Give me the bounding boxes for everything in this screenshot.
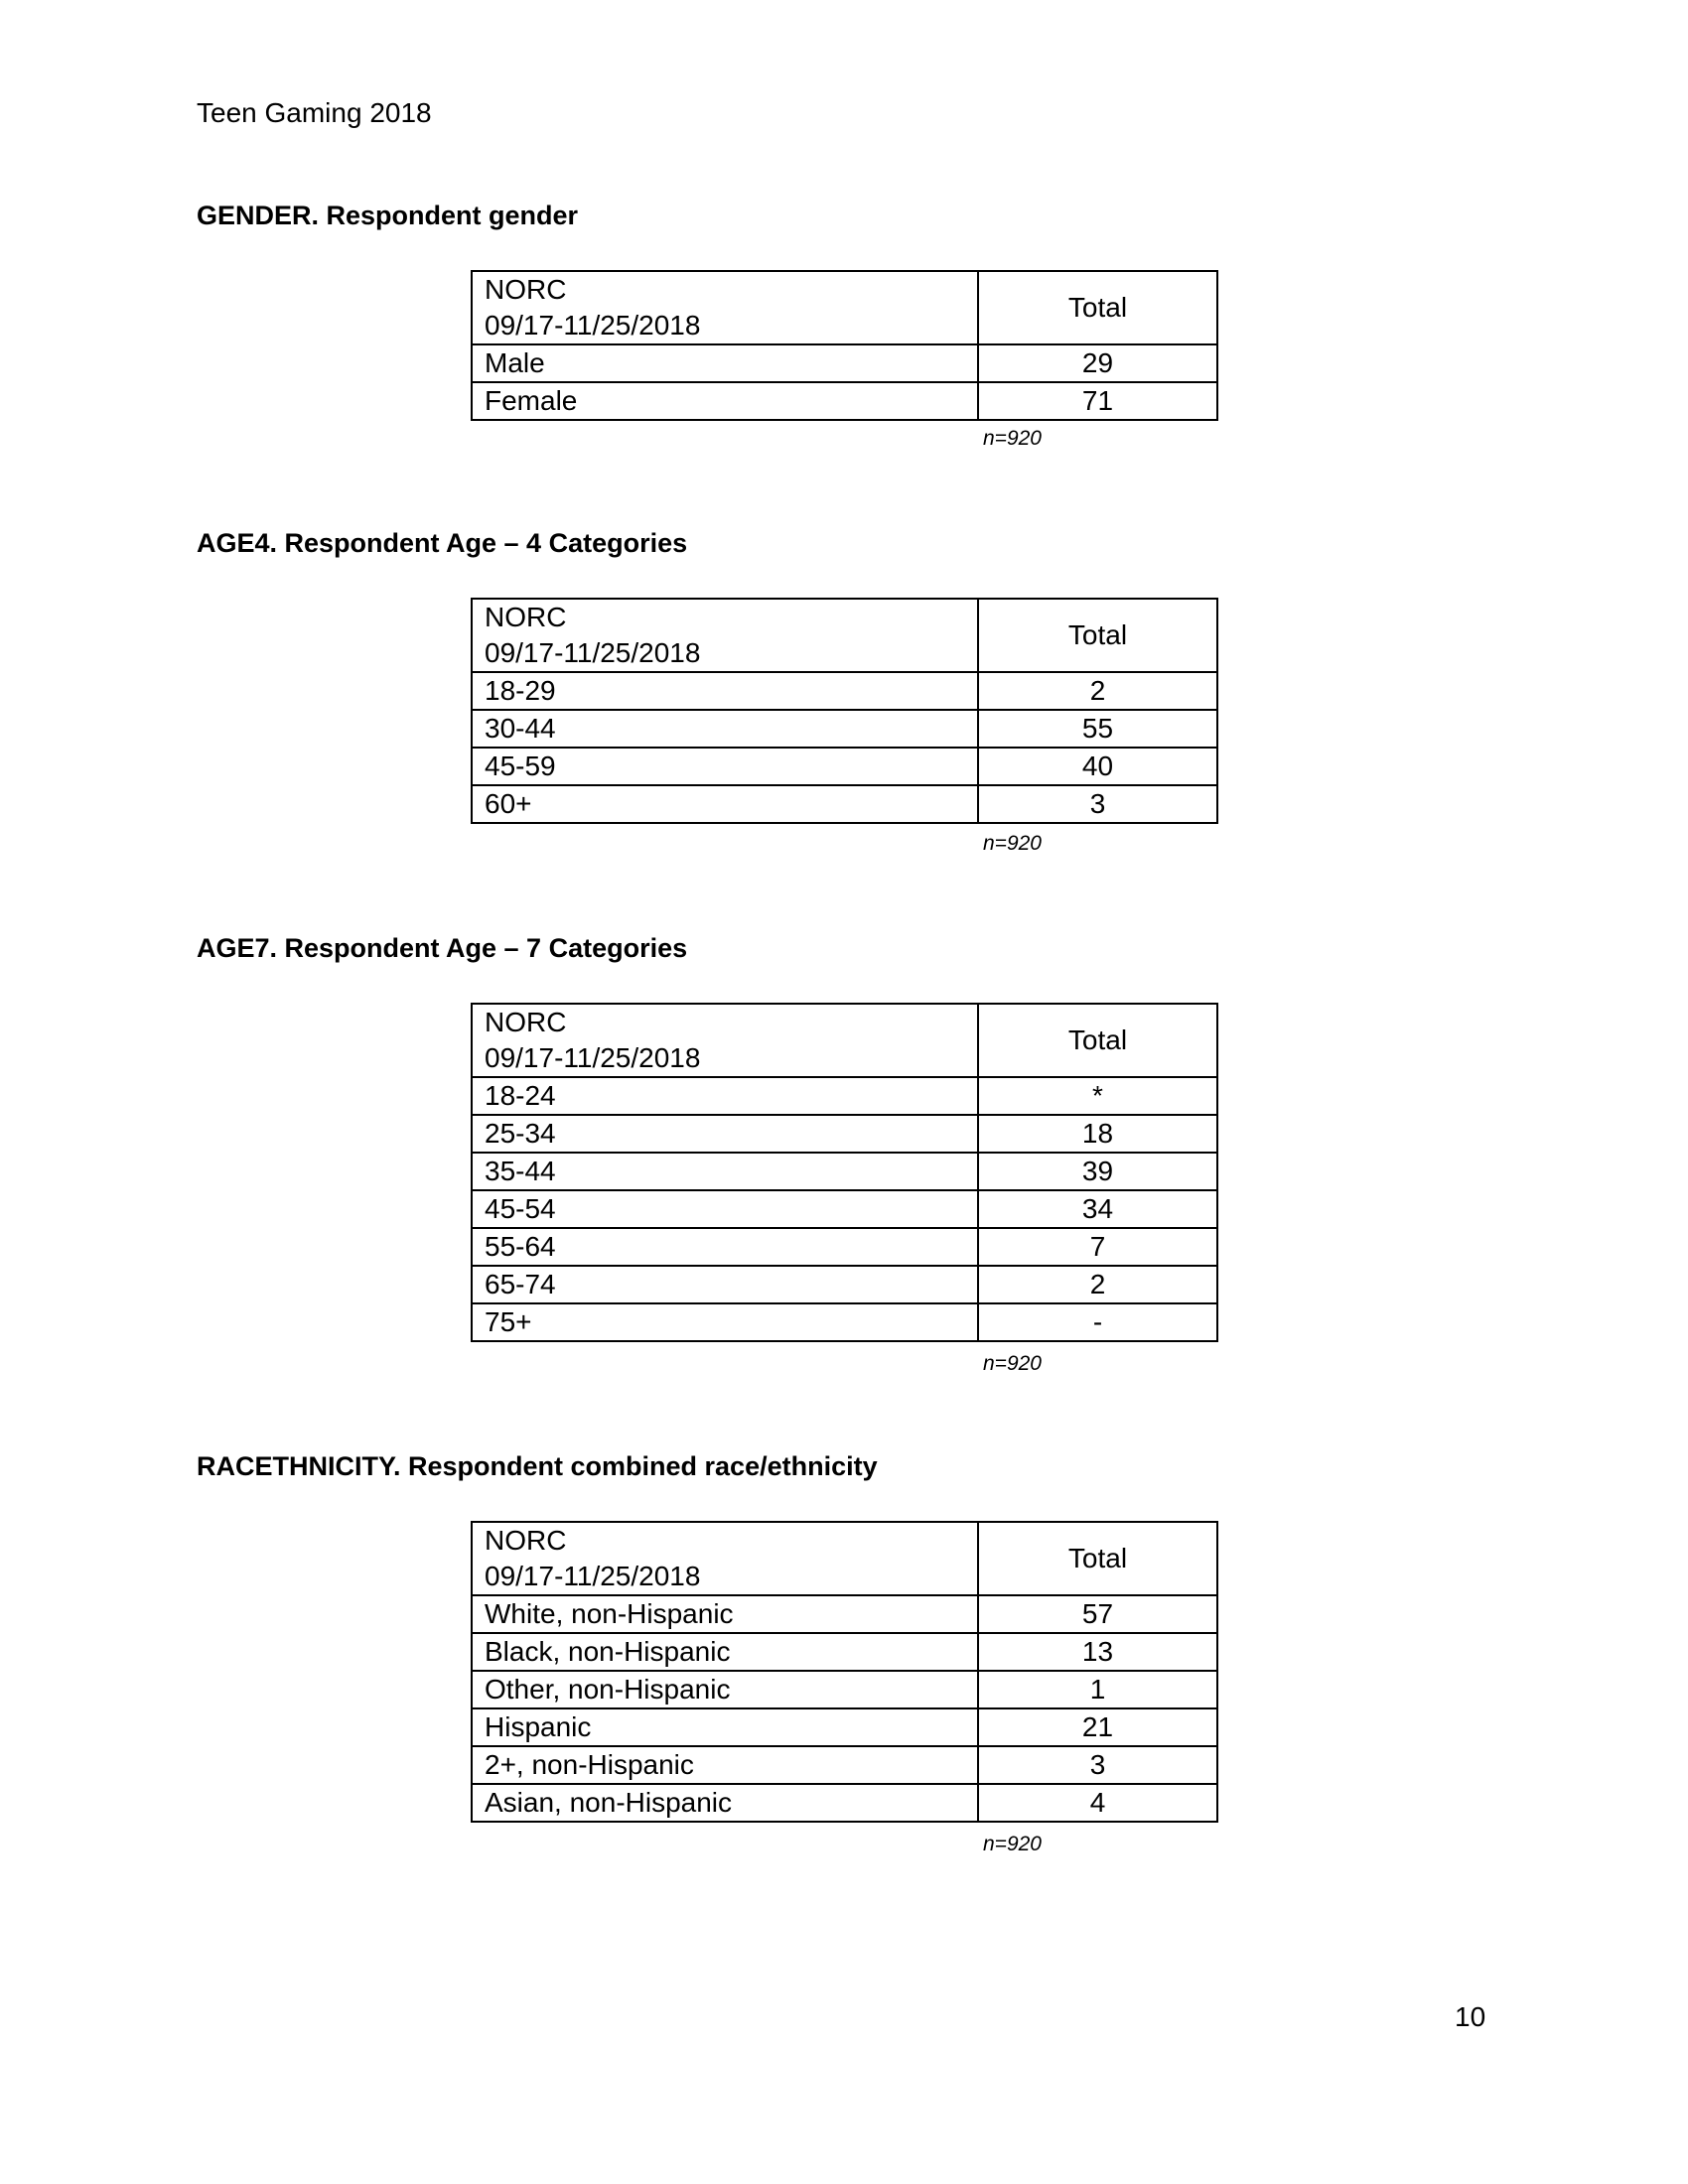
section-gender bbox=[197, 199, 1497, 450]
row-label: 65-74 bbox=[472, 1266, 978, 1303]
row-label: White, non-Hispanic bbox=[472, 1595, 978, 1633]
header-org: NORC bbox=[485, 274, 567, 305]
header-dates: 09/17-11/25/2018 bbox=[485, 1561, 701, 1591]
row-label: 25-34 bbox=[472, 1115, 978, 1153]
table-row bbox=[472, 1228, 1217, 1266]
table-row bbox=[472, 1784, 1217, 1822]
row-value: 4 bbox=[978, 1784, 1217, 1822]
table-row bbox=[472, 748, 1217, 785]
header-label-cell bbox=[472, 1522, 978, 1595]
header-label-cell bbox=[472, 1004, 978, 1077]
table-header-row bbox=[472, 599, 1217, 672]
age7-table bbox=[471, 1003, 1218, 1342]
section-title: AGE4. Respondent Age – 4 Categories bbox=[197, 528, 688, 558]
header-total: Total bbox=[978, 599, 1217, 672]
sample-size-note: n=920 bbox=[983, 1833, 1042, 1855]
section-racethnicity bbox=[197, 1449, 1497, 1855]
section-age7 bbox=[197, 931, 1497, 1375]
sample-size-note: n=920 bbox=[983, 427, 1042, 450]
row-label: Hispanic bbox=[472, 1708, 978, 1746]
row-label: Black, non-Hispanic bbox=[472, 1633, 978, 1671]
row-label: 30-44 bbox=[472, 710, 978, 748]
section-age4 bbox=[197, 526, 1497, 855]
table-header-row bbox=[472, 271, 1217, 344]
table-row bbox=[472, 1633, 1217, 1671]
table-row bbox=[472, 382, 1217, 420]
table-row bbox=[472, 785, 1217, 823]
row-label: Female bbox=[472, 382, 978, 420]
table-row bbox=[472, 1153, 1217, 1190]
header-dates: 09/17-11/25/2018 bbox=[485, 1042, 701, 1073]
header-label-cell bbox=[472, 599, 978, 672]
page-number: 10 bbox=[1455, 2001, 1486, 2032]
section-title: AGE7. Respondent Age – 7 Categories bbox=[197, 933, 688, 963]
row-value: * bbox=[978, 1077, 1217, 1115]
row-label: Male bbox=[472, 344, 978, 382]
row-label: 60+ bbox=[472, 785, 978, 823]
header-org: NORC bbox=[485, 1007, 567, 1037]
row-label: 55-64 bbox=[472, 1228, 978, 1266]
table-row bbox=[472, 1595, 1217, 1633]
table-row bbox=[472, 1077, 1217, 1115]
table-row bbox=[472, 710, 1217, 748]
table-row bbox=[472, 1671, 1217, 1708]
row-label: 2+, non-Hispanic bbox=[472, 1746, 978, 1784]
row-label: 35-44 bbox=[472, 1153, 978, 1190]
row-label: Asian, non-Hispanic bbox=[472, 1784, 978, 1822]
row-value: 29 bbox=[978, 344, 1217, 382]
row-value: 55 bbox=[978, 710, 1217, 748]
row-label: Other, non-Hispanic bbox=[472, 1671, 978, 1708]
row-value: 57 bbox=[978, 1595, 1217, 1633]
row-value: 18 bbox=[978, 1115, 1217, 1153]
row-label: 45-59 bbox=[472, 748, 978, 785]
row-value: 1 bbox=[978, 1671, 1217, 1708]
row-value: 21 bbox=[978, 1708, 1217, 1746]
age4-table bbox=[471, 598, 1218, 824]
header-total: Total bbox=[978, 271, 1217, 344]
racethnicity-table bbox=[471, 1521, 1218, 1823]
row-value: 40 bbox=[978, 748, 1217, 785]
row-label: 75+ bbox=[472, 1303, 978, 1341]
row-value: 2 bbox=[978, 672, 1217, 710]
table-row bbox=[472, 1190, 1217, 1228]
row-value: 2 bbox=[978, 1266, 1217, 1303]
gender-table bbox=[471, 270, 1218, 421]
table-row bbox=[472, 1746, 1217, 1784]
sample-size-note: n=920 bbox=[983, 832, 1042, 855]
sample-size-note: n=920 bbox=[983, 1352, 1042, 1375]
header-label-cell bbox=[472, 271, 978, 344]
row-label: 45-54 bbox=[472, 1190, 978, 1228]
row-value: 39 bbox=[978, 1153, 1217, 1190]
table-row bbox=[472, 1115, 1217, 1153]
row-value: 71 bbox=[978, 382, 1217, 420]
table-header-row bbox=[472, 1004, 1217, 1077]
header-org: NORC bbox=[485, 602, 567, 632]
section-title: GENDER. Respondent gender bbox=[197, 201, 579, 230]
header-total: Total bbox=[978, 1522, 1217, 1595]
table-header-row bbox=[472, 1522, 1217, 1595]
row-label: 18-29 bbox=[472, 672, 978, 710]
table-row bbox=[472, 344, 1217, 382]
header-dates: 09/17-11/25/2018 bbox=[485, 310, 701, 341]
document-header: Teen Gaming 2018 bbox=[197, 97, 432, 128]
table-row bbox=[472, 1708, 1217, 1746]
header-dates: 09/17-11/25/2018 bbox=[485, 637, 701, 668]
row-value: - bbox=[978, 1303, 1217, 1341]
row-label: 18-24 bbox=[472, 1077, 978, 1115]
row-value: 34 bbox=[978, 1190, 1217, 1228]
row-value: 7 bbox=[978, 1228, 1217, 1266]
row-value: 3 bbox=[978, 785, 1217, 823]
section-title: RACETHNICITY. Respondent combined race/ethnicity bbox=[197, 1451, 878, 1481]
table-row bbox=[472, 1303, 1217, 1341]
row-value: 13 bbox=[978, 1633, 1217, 1671]
table-row bbox=[472, 1266, 1217, 1303]
row-value: 3 bbox=[978, 1746, 1217, 1784]
header-total: Total bbox=[978, 1004, 1217, 1077]
table-row bbox=[472, 672, 1217, 710]
header-org: NORC bbox=[485, 1525, 567, 1556]
